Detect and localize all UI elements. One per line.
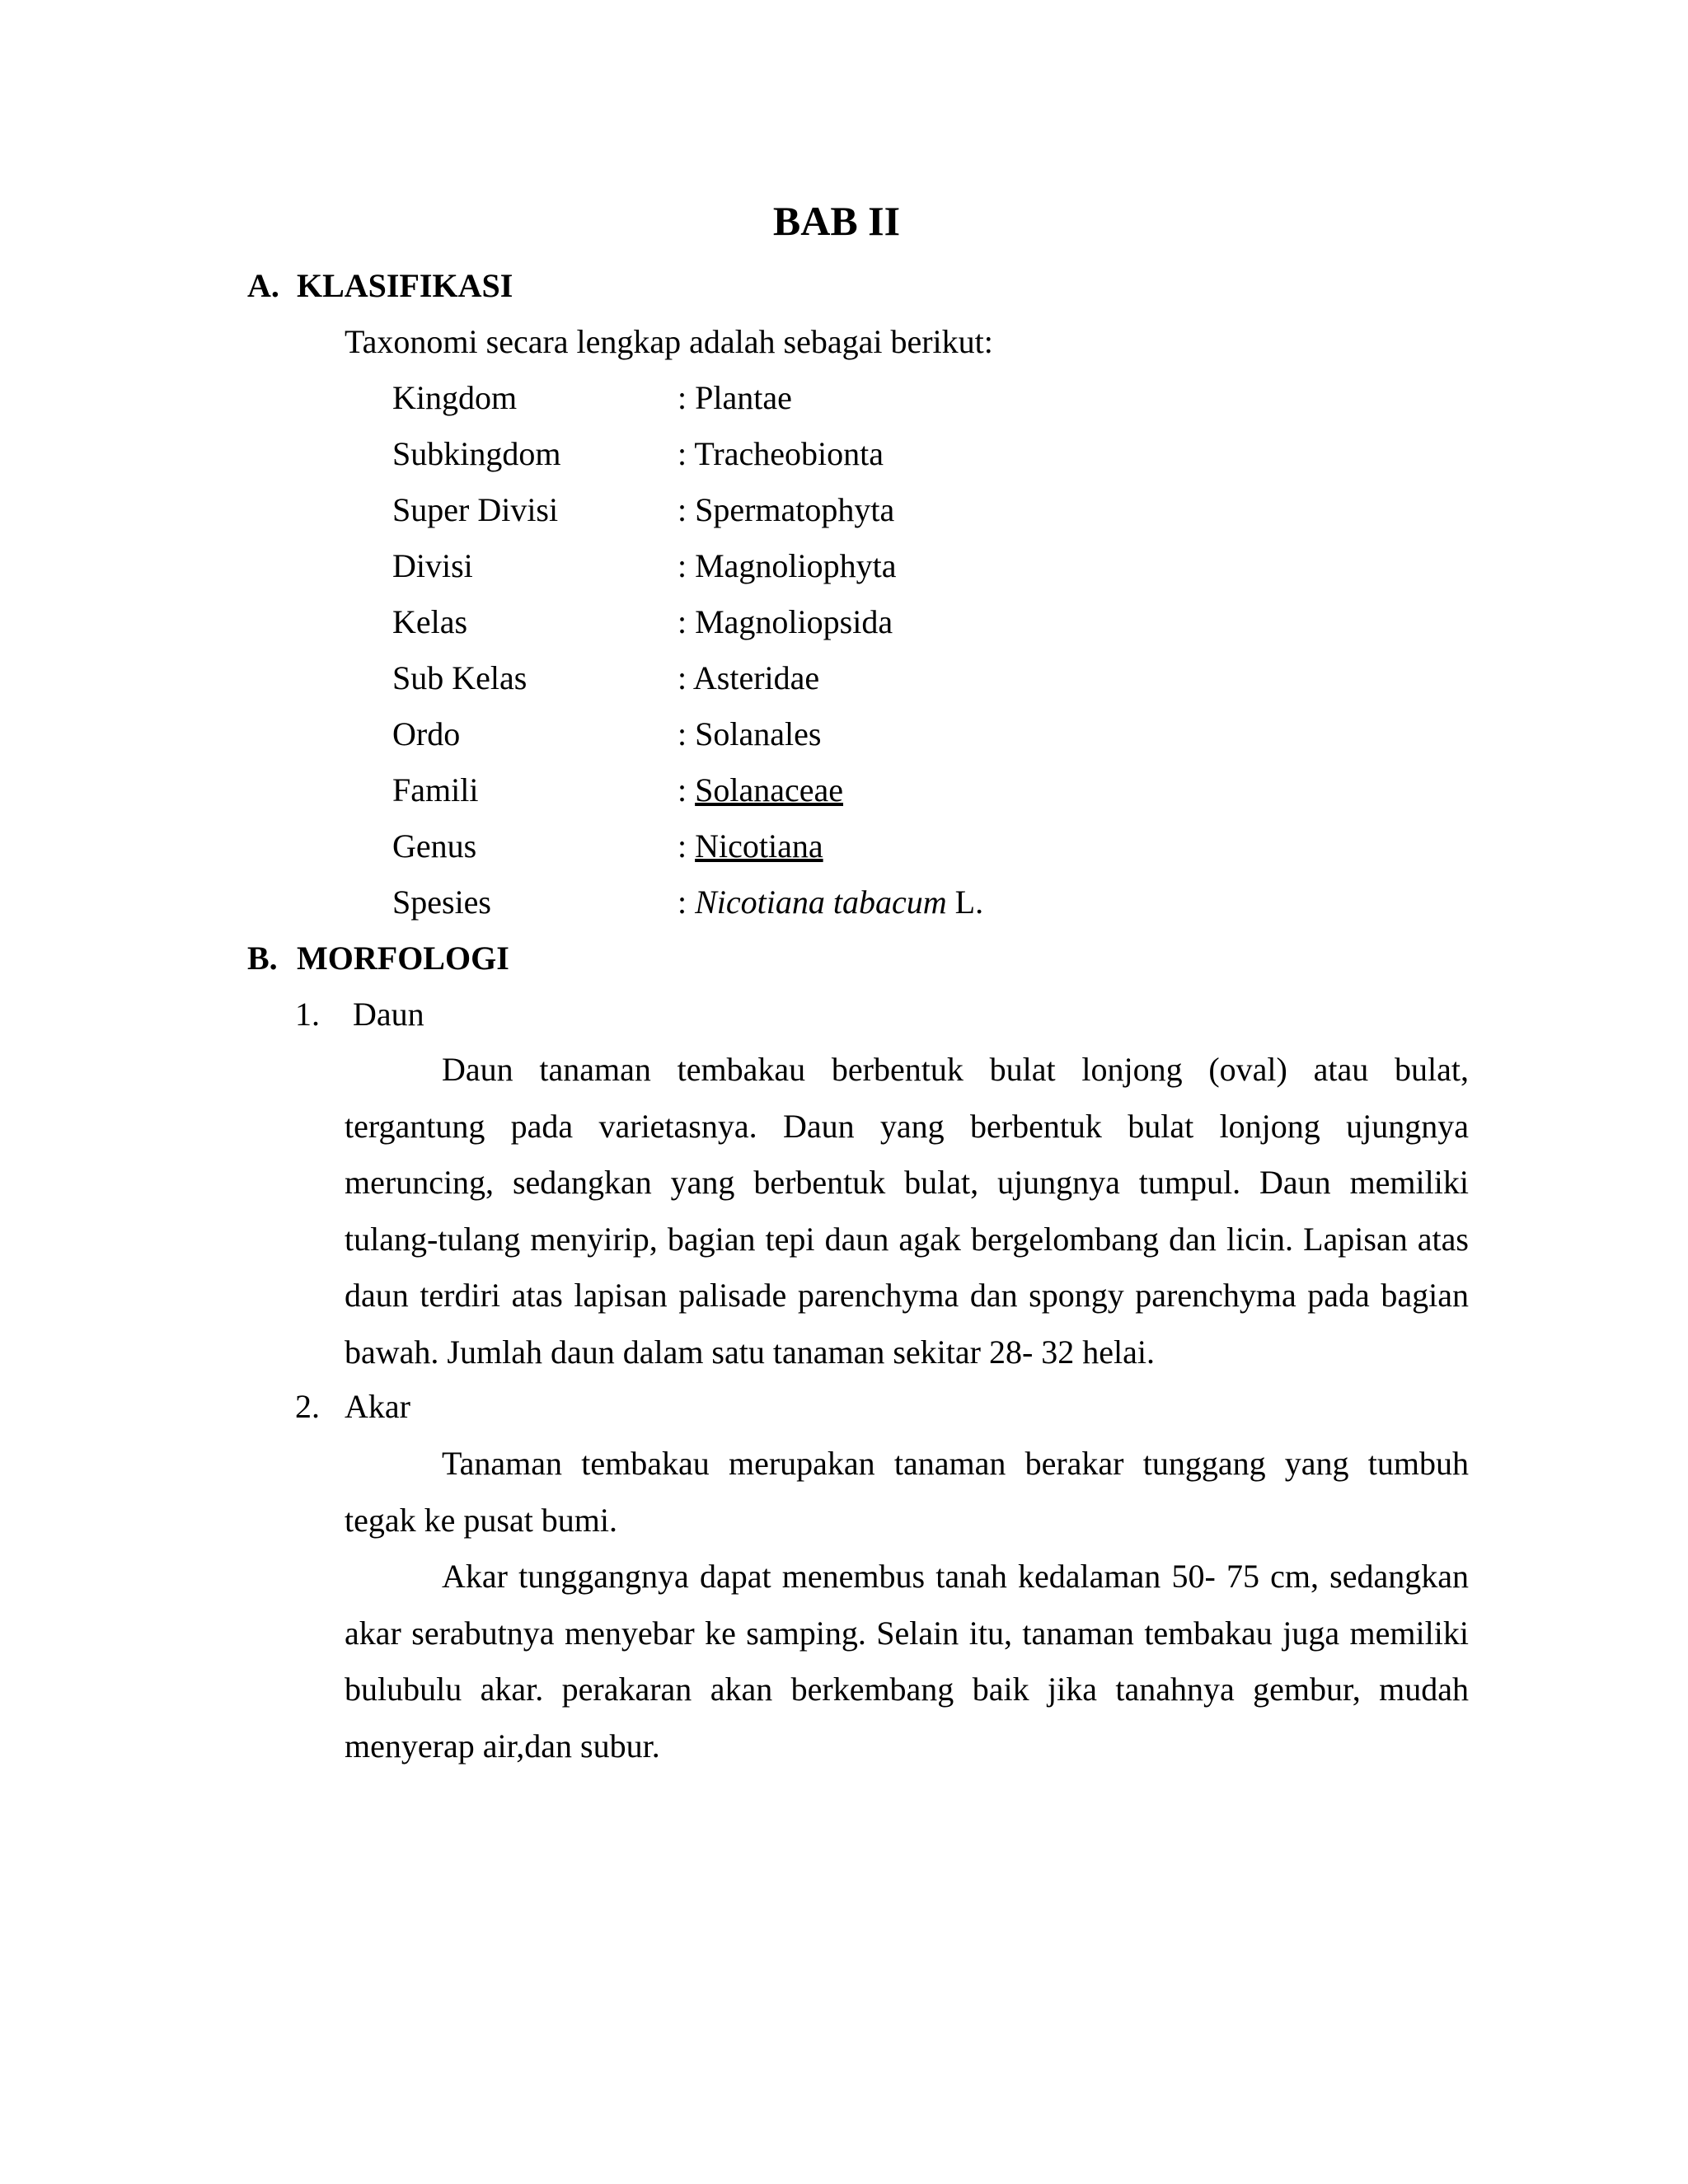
taxonomy-rank: Kingdom xyxy=(392,379,518,416)
section-letter: A. xyxy=(247,267,279,304)
taxonomy-row xyxy=(392,546,1546,587)
taxonomy-row xyxy=(392,377,1546,419)
taxonomy-rank: Famili xyxy=(392,771,479,808)
taxonomy-row xyxy=(392,658,1546,699)
subsection-title: Akar xyxy=(345,1388,410,1425)
paragraph-daun: Daun tanaman tembakau berbentuk bulat lonjong (oval) atau bulat, tergantung pada varietasnya. Daun yang berbentuk bulat lonjong ujungnya meruncing, sedangkan yang berbentuk bulat, ujungnya tumpul. Daun memiliki tulang-tulang menyirip, bagian tepi daun agak bergelombang dan licin. Lapisan atas daun terdiri atas lapisan palisade parenchyma dan spongy parenchyma pada bagian bawah. Jumlah daun dalam satu tanaman sekitar 28- 32 helai. xyxy=(345,1051,1469,1371)
taxonomy-rank: Genus xyxy=(392,827,477,865)
taxonomy-rank: Subkingdom xyxy=(392,435,561,472)
taxonomy-intro: Taxonomi secara lengkap adalah sebagai berikut: xyxy=(345,323,993,360)
section-heading-klasifikasi xyxy=(247,265,513,307)
subsection-heading-akar xyxy=(295,1386,410,1427)
value-prefix: : xyxy=(678,827,696,865)
subsection-number: 2. xyxy=(295,1388,320,1425)
taxonomy-row xyxy=(392,826,1546,867)
taxonomy-row xyxy=(392,770,1546,811)
subsection-number: 1. xyxy=(295,996,320,1033)
paragraph-akar-2: Akar tunggangnya dapat menembus tanah kedalaman 50- 75 cm, sedangkan akar serabutnya menyebar ke samping. Selain itu, tanaman tembakau juga memiliki bulubulu akar. perakaran akan berkembang baik jika tanahnya gembur, mudah menyerap air,dan subur. xyxy=(345,1558,1469,1765)
paragraph-akar-1: Tanaman tembakau merupakan tanaman berakar tunggang yang tumbuh tegak ke pusat bumi. xyxy=(345,1445,1469,1539)
section-heading-morfologi xyxy=(247,938,509,979)
taxonomy-value xyxy=(678,882,983,923)
taxonomy-value xyxy=(678,826,823,867)
taxonomy-value: : Spermatophyta xyxy=(678,491,895,528)
taxonomy-value: : Plantae xyxy=(678,379,792,416)
section-title: MORFOLOGI xyxy=(297,940,509,977)
taxonomy-rank: Spesies xyxy=(392,883,491,921)
taxonomy-rank: Divisi xyxy=(392,547,473,584)
species-name: Nicotiana tabacum xyxy=(695,883,947,921)
value-suffix: L. xyxy=(946,883,984,921)
taxonomy-value: : Solanales xyxy=(678,715,822,752)
taxonomy-rank: Kelas xyxy=(392,603,468,640)
taxonomy-rank: Super Divisi xyxy=(392,491,559,528)
value-prefix: : xyxy=(678,771,696,808)
taxonomy-row xyxy=(392,490,1546,531)
genus-name: Nicotiana xyxy=(695,827,823,865)
chapter-title: BAB II xyxy=(772,198,901,244)
taxonomy-row xyxy=(392,434,1546,475)
taxonomy-rank: Ordo xyxy=(392,715,461,752)
taxonomy-value: : Magnoliophyta xyxy=(678,547,897,584)
value-prefix: : xyxy=(678,883,696,921)
taxonomy-value xyxy=(678,770,843,811)
taxonomy-rank: Sub Kelas xyxy=(392,659,528,696)
section-letter: B. xyxy=(247,940,278,977)
subsection-title: Daun xyxy=(353,996,424,1033)
taxonomy-row xyxy=(392,714,1546,755)
taxonomy-row xyxy=(392,882,1546,923)
family-name: Solanaceae xyxy=(695,771,844,808)
subsection-heading-daun xyxy=(295,994,424,1035)
taxonomy-value: : Tracheobionta xyxy=(678,435,884,472)
taxonomy-row xyxy=(392,602,1546,643)
taxonomy-value: : Magnoliopsida xyxy=(678,603,893,640)
taxonomy-value: : Asteridae xyxy=(678,659,820,696)
section-title: KLASIFIKASI xyxy=(297,267,513,304)
